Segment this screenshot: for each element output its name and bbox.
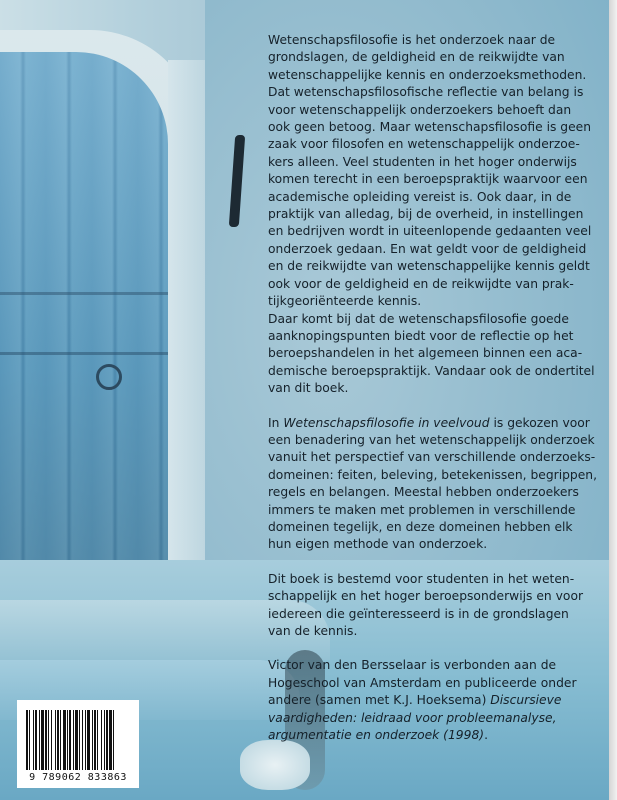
barcode-bar [51, 710, 52, 770]
author-bio-end: . [484, 728, 488, 743]
barcode-bar [92, 710, 93, 770]
barcode-bar [67, 710, 68, 770]
barcode-bar [39, 710, 40, 770]
publication-title-italic: Discursieve vaardigheden: leidraad voor probleemanalyse, argumentatie en onderzoek (1998) [268, 693, 562, 743]
barcode-bar [63, 710, 66, 770]
barcode-bar [79, 710, 80, 770]
barcode-bar [75, 710, 78, 770]
barcode-bar [87, 710, 90, 770]
barcode-bar [69, 710, 71, 770]
barcode-bar [55, 710, 56, 770]
barcode-bars [26, 710, 130, 770]
barcode-bar [82, 710, 83, 770]
blurb-paragraph-5: Dit boek is bestemd voor studenten in het weten- schappelijk en het hoger beroepsonderwijs en voor iedereen die geïnteresseerd is in de grondslagen van de kennis. [268, 571, 584, 638]
barcode-bar [97, 710, 98, 770]
barcode-bar [94, 710, 96, 770]
blue-door [0, 52, 168, 580]
barcode-bar [26, 710, 28, 770]
barcode-bar [29, 710, 30, 770]
barcode-bar [101, 710, 102, 770]
para4-prefix: In [268, 415, 284, 430]
barcode-digits: 9 789062 833863 [29, 772, 127, 783]
barcode-bar [60, 710, 61, 770]
barcode-bar [48, 710, 49, 770]
barcode-bar [33, 710, 34, 770]
para4-rest: is gekozen voor een benadering van het wetenschappelijk onderzoek vanuit het perspectief van verschillende onderzoeks- domeinen: feiten, beleving, betekenissen, begrippen, regels en belangen. Meestal hebben onderzoekers immers te maken met problemen in verschillende domeinen tegelijk, en deze domeinen hebben elk hun eigen methode van onderzoek. [268, 415, 598, 552]
blurb-paragraph-2: Dat wetenschapsfilosofische reflectie van belang is voor wetenschappelijk onderzoekers behoeft dan ook geen betoog. Maar wetenschapsfilosofie is geen zaak voor filosofen en wetenschappelijk onderzoe- kers alleen. Veel studenten in het hoger onderwijs komen terecht in een beroepspraktijk waarvoor een academische opleiding vereist is. Ook daar, in de praktijk van alledag, bij de overheid, in instellingen en bedrijven wordt in uiteenlopende gedaanten veel onderzoek gedaan. En wat geldt voor de geldigheid en de reikwijdte van wetenschappelijke kennis geldt ook voor de geldigheid en de reikwijdte van prak- tijkgeoriënteerde kennis. [268, 85, 592, 309]
blurb-text [268, 32, 606, 744]
barcode-bar [45, 710, 47, 770]
blurb-paragraph-3: Daar komt bij dat de wetenschapsfilosofie goede aanknopingspunten biedt voor de reflectie op het beroepshandelen in het algemeen binnen een aca- demische beroepspraktijk. Vandaar ook de ondertitel van dit boek. [268, 311, 595, 396]
blurb-paragraph-1: Wetenschapsfilosofie is het onderzoek naar de grondslagen, de geldigheid en de reikwijdte van wetenschappelijke kennis en onderzoeksmethoden. [268, 33, 587, 82]
barcode-bar [57, 710, 59, 770]
barcode-bar [109, 710, 112, 770]
page-edge [609, 0, 617, 800]
barcode-bar [41, 710, 44, 770]
barcode [17, 700, 139, 788]
white-pot [240, 740, 310, 790]
barcode-bar [106, 710, 108, 770]
door-shading [0, 52, 168, 580]
barcode-bar [35, 710, 37, 770]
barcode-bar [113, 710, 114, 770]
blurb-paragraph-4 [268, 415, 606, 554]
author-bio-start: Victor van den Bersselaar is verbonden aan de Hogeschool van Amsterdam en publiceerde onder andere (samen met K.J. Hoeksema) [268, 658, 577, 708]
book-title-italic: Wetenschapsfilosofie in veelvoud [283, 415, 490, 430]
author-bio [268, 657, 606, 744]
barcode-bar [104, 710, 105, 770]
barcode-bar [85, 710, 86, 770]
barcode-bar [73, 710, 74, 770]
wall-pillar [168, 60, 208, 620]
